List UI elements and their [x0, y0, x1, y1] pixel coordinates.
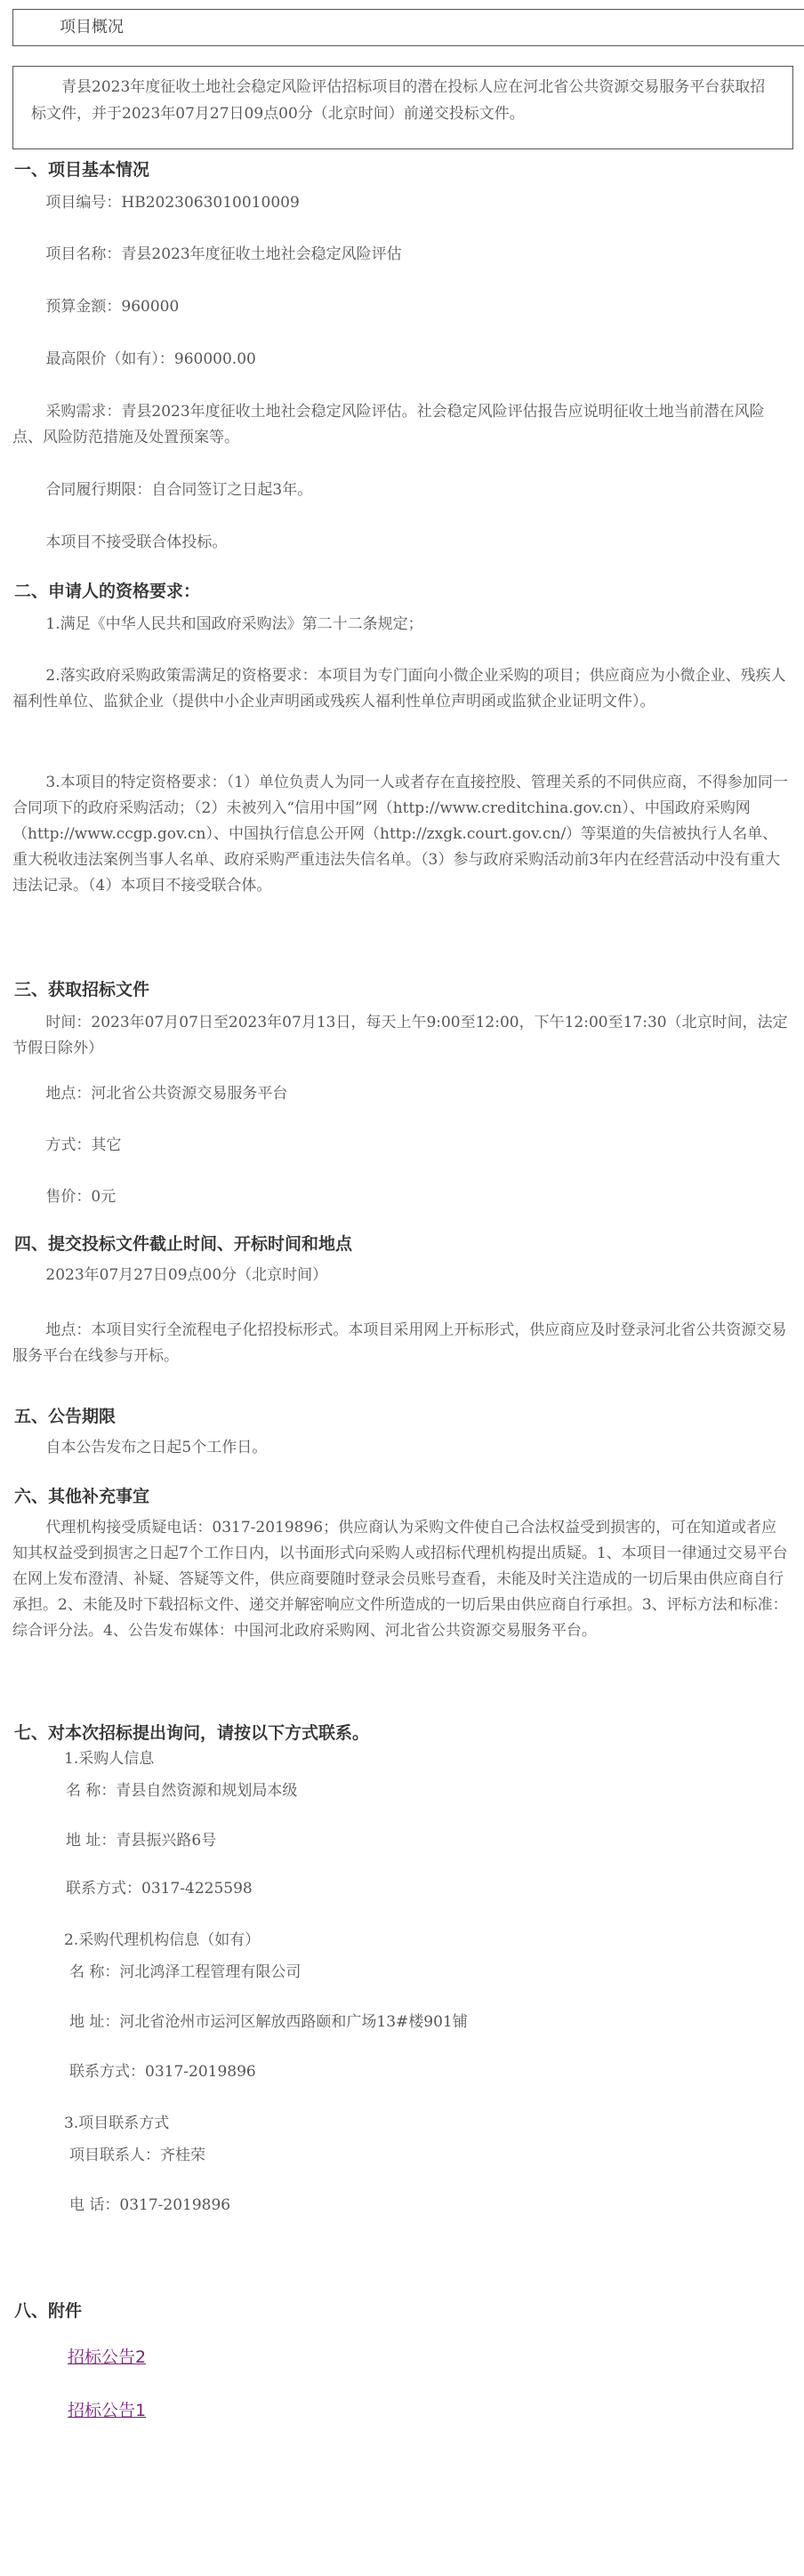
- buyer-phone: 联系方式：0317-4225598: [66, 1880, 253, 1898]
- no-consortium: 本项目不接受联合体投标。: [45, 534, 228, 551]
- procurement-demand: 采购需求：青县2023年度征收土地社会稳定风险评估。社会稳定风险评估报告应说明征收土地当前潜在风险点、风险防范措施及处置预案等。: [12, 403, 765, 446]
- section-title-deadline: 四、提交投标文件截止时间、开标时间和地点: [14, 1234, 353, 1254]
- section-title-notice-period: 五、公告期限: [14, 1407, 117, 1426]
- qualification-item-2: 2.落实政府采购政策需满足的资格要求：本项目为专门面向小微企业采购的项目；供应商应为小微企业、残疾人福利性单位、监狱企业（提供中小企业声明函或残疾人福利性单位声明函或监狱企业证明文件）。: [12, 667, 786, 710]
- document-price: 售价：0元: [45, 1188, 117, 1206]
- section-title-basic-info: 一、项目基本情况: [14, 160, 150, 180]
- buyer-address: 地 址：青县振兴路6号: [66, 1832, 217, 1850]
- agent-phone: 联系方式：0317-2019896: [69, 2063, 256, 2081]
- section-title-attachments: 八、附件: [14, 2301, 83, 2321]
- bid-opening-place: 地点：本项目实行全流程电子化招投标形式。本项目采用网上开标形式，供应商应及时登录河北省公共资源交易服务平台在线参与开标。: [12, 1321, 787, 1365]
- qualification-item-1: 1.满足《中华人民共和国政府采购法》第二十二条规定；: [45, 615, 423, 633]
- buyer-info-heading: 1.采购人信息: [64, 1750, 155, 1768]
- deadline-time: 2023年07月27日09点00分（北京时间）: [45, 1266, 328, 1284]
- attachment-link-notice-1[interactable]: 招标公告1: [68, 2401, 147, 2420]
- budget-amount: 预算金额：960000: [45, 298, 180, 316]
- qualification-item-3: 3.本项目的特定资格要求：（1）单位负责人为同一人或者存在直接控股、管理关系的不同供应商，不得参加同一合同项下的政府采购活动；（2）未被列入“信用中国”网（http://www.creditchina.gov.cn）、中国政府采购网（http://www.ccgp.gov.cn）、中国执行信息公开网（http://zxgk.court.gov.cn/）等渠道的失信被执行人名单、重大税收违法案例当事人名单、政府采购严重违法失信名单。（3）参与政府采购活动前3年内在经营活动中没有重大违法记录。（4）本项目不接受联合体。: [12, 774, 788, 895]
- acquire-place: 地点：河北省公共资源交易服务平台: [45, 1085, 288, 1103]
- notice-period-text: 自本公告发布之日起5个工作日。: [45, 1439, 268, 1457]
- max-price: 最高限价（如有）：960000.00: [45, 350, 256, 368]
- project-number: 项目编号：HB2023063010010009: [45, 194, 300, 212]
- agent-address: 地 址：河北省沧州市运河区解放西路颐和广场13#楼901铺: [69, 2013, 468, 2031]
- project-overview-title: 项目概况: [60, 18, 124, 36]
- agent-info-heading: 2.采购代理机构信息（如有）: [64, 1931, 261, 1949]
- agent-name: 名 称：河北鸿泽工程管理有限公司: [69, 1963, 302, 1981]
- section-title-get-documents: 三、获取招标文件: [14, 980, 150, 999]
- project-contact-phone: 电 话：0317-2019896: [69, 2196, 231, 2214]
- section-title-other-matters: 六、其他补充事宜: [14, 1487, 150, 1506]
- overview-notice: 青县2023年度征收土地社会稳定风险评估招标项目的潜在投标人应在河北省公共资源交易服务平台获取招标文件，并于2023年07月27日09点00分（北京时间）前递交投标文件。: [12, 66, 793, 149]
- project-overview-header: [12, 9, 804, 46]
- acquire-method: 方式：其它: [45, 1136, 122, 1154]
- acquire-time: 时间：2023年07月07日至2023年07月13日，每天上午9:00至12:00，下午12:00至17:30（北京时间，法定节假日除外）: [12, 1014, 788, 1057]
- section-title-contact: 七、对本次招标提出询问，请按以下方式联系。: [14, 1723, 370, 1743]
- attachment-link-notice-2[interactable]: 招标公告2: [68, 2347, 147, 2367]
- contract-period: 合同履行期限：自合同签订之日起3年。: [45, 481, 313, 499]
- project-contact-heading: 3.项目联系方式: [64, 2115, 170, 2132]
- project-contact-person: 项目联系人：齐桂荣: [69, 2147, 205, 2164]
- section-title-qualification: 二、申请人的资格要求：: [14, 582, 201, 601]
- other-matters-text: 代理机构接受质疑电话：0317-2019896；供应商认为采购文件使自己合法权益受到损害的，可在知道或者应知其权益受到损害之日起7个工作日内，以书面形式向采购人或招标代理机构提出质疑。1、本项目一律通过交易平台在网上发布澄清、补疑、答疑等文件，供应商要随时登录会员账号查看，未能及时关注造成的一切后果由供应商自行承担。2、未能及时下载招标文件、递交并解密响应文件所造成的一切后果由供应商自行承担。3、评标方法和标准：综合评分法。4、公告发布媒体：中国河北政府采购网、河北省公共资源交易服务平台。: [12, 1519, 788, 1640]
- project-name: 项目名称：青县2023年度征收土地社会稳定风险评估: [45, 245, 402, 263]
- buyer-name: 名 称：青县自然资源和规划局本级: [66, 1782, 298, 1800]
